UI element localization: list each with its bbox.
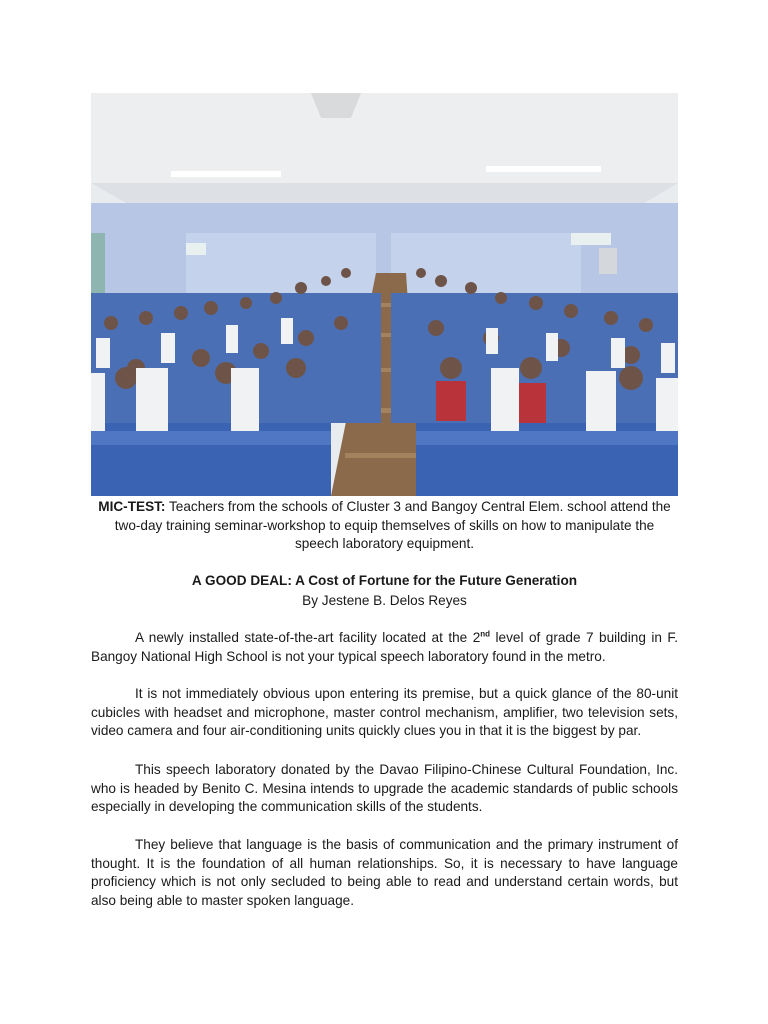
article-byline: By Jestene B. Delos Reyes [302,593,467,608]
article-headline: A GOOD DEAL: A Cost of Fortune for the Future Generation [191,573,578,588]
p1-before: A newly installed state-of-the-art facility located at the 2 [135,630,481,645]
article-paragraph-4: They believe that language is the basis of communication and the primary instrument of thought. It is the foundation of all human relationships. So, it is necessary to have language proficiency which is not only secluded to being able to read and understand certain words, but also being able to master spoken language. [91,837,678,908]
p1-after: level of grade 7 building in F. Bangoy National High School is not your typical speech laboratory found in the metro. [91,630,678,664]
caption-text: Teachers from the schools of Cluster 3 and Bangoy Central Elem. school attend the two-day training seminar-workshop to equip themselves of skills on how to manipulate the speech laboratory equipment. [114,499,671,551]
speech-lab-illustration [91,93,678,496]
article-paragraph-3: This speech laboratory donated by the Davao Filipino-Chinese Cultural Foundation, Inc. who is headed by Benito C. Mesina intends to upgrade the academic standards of public schools especially in developing the communication skills of the students. [91,762,678,815]
classroom-photo [91,93,678,496]
caption-label: MIC-TEST: [98,499,166,514]
p1-ordinal: nd [480,629,491,639]
photo-caption [91,498,678,554]
article-paragraph-2: It is not immediately obvious upon entering its premise, but a quick glance of the 80-unit cubicles with headset and microphone, master control mechanism, amplifier, two television sets, video camera and four air-conditioning units quickly clues you in that it is the biggest by par. [91,686,678,739]
article-paragraph-1 [91,629,678,666]
